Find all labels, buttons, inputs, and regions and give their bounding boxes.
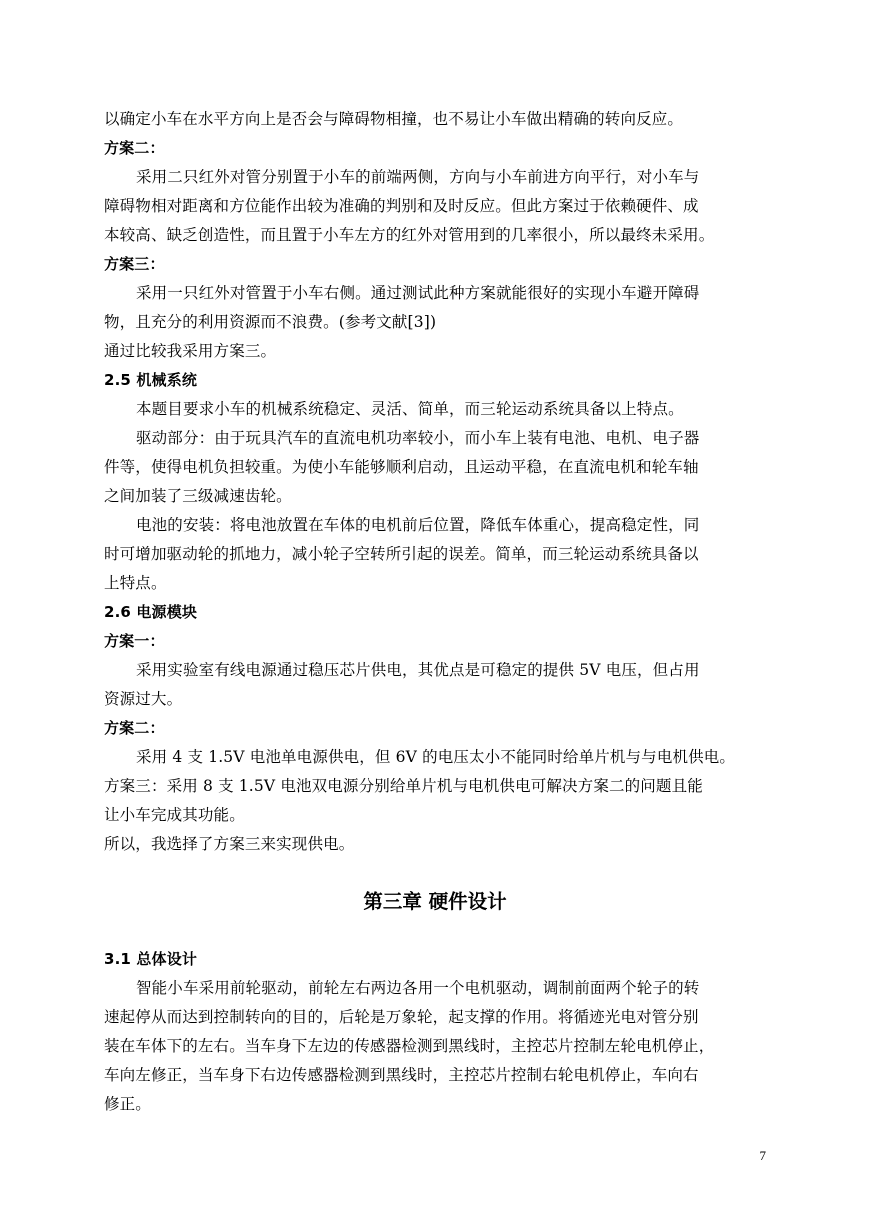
page-number: 7 [759,1148,766,1163]
body-line: 通过比较我采用方案三。 [104,342,277,360]
body-line: 速起停从而达到控制转向的目的，后轮是万象轮，起支撑的作用。将循迹光电对管分别 [104,1008,699,1026]
scheme-heading: 方案二： [104,719,165,737]
chapter-title: 第三章 硬件设计 [363,890,507,913]
body-line: 资源过大。 [104,690,183,708]
body-line: 电池的安装：将电池放置在车体的电机前后位置，降低车体重心，提高稳定性，同 [136,516,700,534]
body-line: 采用一只红外对管置于小车右侧。通过测试此种方案就能很好的实现小车避开障碍 [136,284,700,302]
scheme-heading: 方案二： [104,139,165,157]
body-line: 车向左修正，当车身下右边传感器检测到黑线时，主控芯片控制右轮电机停止，车向右 [104,1066,699,1084]
section-heading: 2.5 机械系统 [104,371,197,389]
body-line: 本较高、缺乏创造性，而且置于小车左方的红外对管用到的几率很小，所以最终未采用。 [104,226,715,244]
body-line: 智能小车采用前轮驱动，前轮左右两边各用一个电机驱动，调制前面两个轮子的转 [136,979,700,997]
body-line: 驱动部分：由于玩具汽车的直流电机功率较小，而小车上装有电池、电机、电子器 [136,429,700,447]
body-line: 以确定小车在水平方向上是否会与障碍物相撞，也不易让小车做出精确的转向反应。 [104,110,684,128]
scheme-heading: 方案一： [104,632,165,650]
spacer [104,935,766,945]
body-line: 装在车体下的左右。当车身下左边的传感器检测到黑线时，主控芯片控制左轮电机停止， [104,1037,715,1055]
body-line: 上特点。 [104,574,167,592]
body-line: 本题目要求小车的机械系统稳定、灵活、简单，而三轮运动系统具备以上特点。 [136,400,684,418]
body-line: 修正。 [104,1095,151,1113]
body-line: 采用二只红外对管分别置于小车的前端两侧，方向与小车前进方向平行，对小车与 [136,168,700,186]
body-line: 所以，我选择了方案三来实现供电。 [104,835,355,853]
spacer [104,859,766,869]
body-line: 障碍物相对距离和方位能作出较为准确的判别和及时反应。但此方案过于依赖硬件、成 [104,197,699,215]
body-line: 方案三：采用 8 支 1.5V 电池双电源分别给单片机与电机供电可解决方案二的问题且能 [104,777,703,795]
section-heading: 2.6 电源模块 [104,603,197,621]
body-line: 物，且充分的利用资源而不浪费。(参考文献[3]) [104,313,437,331]
body-line: 采用 4 支 1.5V 电池单电源供电，但 6V 的电压太小不能同时给单片机与与电机供电。 [136,748,736,766]
body-line: 让小车完成其功能。 [104,806,245,824]
section-heading: 3.1 总体设计 [104,950,197,968]
body-line: 之间加装了三级减速齿轮。 [104,487,292,505]
page-body [104,105,766,1119]
body-line: 时可增加驱动轮的抓地力，减小轮子空转所引起的误差。简单，而三轮运动系统具备以 [104,545,699,563]
scheme-heading: 方案三： [104,255,165,273]
body-line: 件等，使得电机负担较重。为使小车能够顺利启动，且运动平稳，在直流电机和轮车轴 [104,458,699,476]
body-line: 采用实验室有线电源通过稳压芯片供电，其优点是可稳定的提供 5V 电压，但占用 [136,661,700,679]
